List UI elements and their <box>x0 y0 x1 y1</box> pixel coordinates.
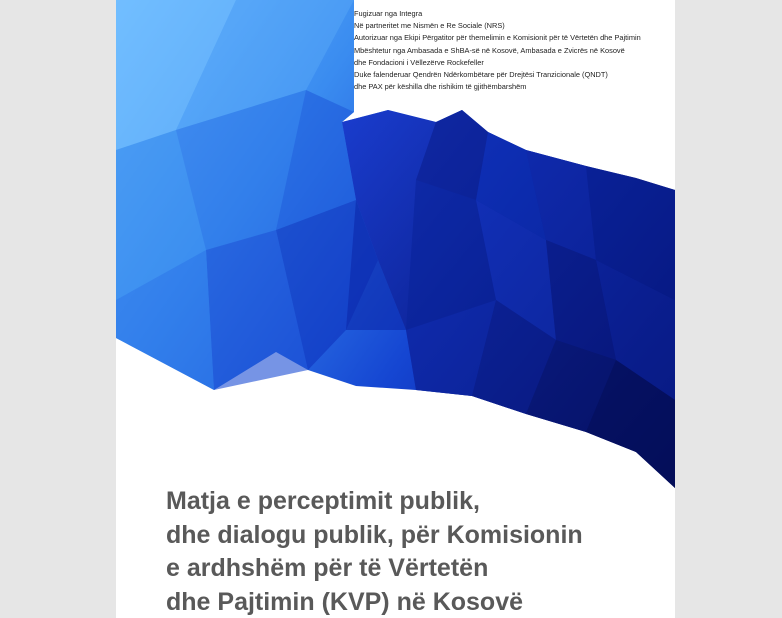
credit-line: Fugizuar nga Integra <box>354 9 423 18</box>
credit-line: dhe PAX për këshilla dhe rishikim të gjithëmbarshëm <box>354 82 527 92</box>
credit-line: Në partneritet me Nismën e Re Sociale (NRS) <box>354 21 505 31</box>
credit-line: Duke falenderuar Qendrën Ndërkombëtare për Drejtësi Tranzicionale (QNDT) <box>354 70 608 80</box>
title-line: dhe dialogu publik, për Komisionin <box>166 520 583 549</box>
credit-line: Autorizuar nga Ekipi Përgatitor për themelimin e Komisionit për të Vërtetën dhe Pajtimin <box>354 33 641 43</box>
credit-line: Mbështetur nga Ambasada e ShBA-së në Kosovë, Ambasada e Zvicrës në Kosovë <box>354 45 625 55</box>
document-title <box>166 485 666 618</box>
title-line: e ardhshëm për të Vërtetën <box>166 554 489 582</box>
credits-block <box>354 8 664 93</box>
document-page <box>116 0 675 618</box>
credit-line: dhe Fondacioni i Vëllezërve Rockefeller <box>354 57 484 67</box>
title-line: dhe Pajtimin (KVP) në Kosovë <box>166 587 524 616</box>
title-line: Matja e perceptimit publik, <box>166 487 480 515</box>
